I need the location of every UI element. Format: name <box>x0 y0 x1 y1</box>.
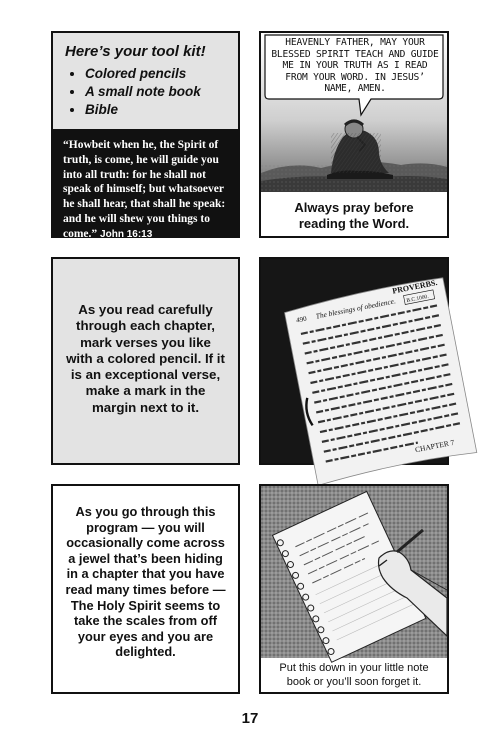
jewel-panel <box>51 484 240 694</box>
notebook-panel <box>259 484 449 694</box>
page-number: 17 <box>241 710 259 727</box>
reading-instructions-text: As you read carefully through each chapter, mark verses you like with a colored pencil. If it is an exceptional verse, make a mark in the margin next to it. <box>66 302 225 415</box>
prayer-panel <box>259 31 449 238</box>
bible-page-panel <box>259 257 456 465</box>
page-header-title: The blessings of obedience. <box>314 296 397 321</box>
notebook-caption: Put this down in your little note book or you’ll soon forget it. <box>279 662 429 688</box>
toolkit-item: • Colored pencils <box>85 65 228 83</box>
jewel-text: As you go through this program — you will occasionally come across a jewel that’s been hiding in a chapter that you have read many times before — The Holy Spirit seems to take the scales from off your eyes and you are delighted. <box>65 504 226 660</box>
verse-text: “Howbeit when he, the Spirit of truth, is come, he will guide you into all truth: for he shall not speak of himself; but whatsoever he shall hear, that shall he speak: and he will shew you things to come.” <box>63 139 226 240</box>
toolkit-title: Here’s your tool kit! <box>65 43 206 60</box>
bible-page-illustration <box>261 259 456 463</box>
year-header: B.C.1000. <box>406 293 430 305</box>
prayer-caption: Always pray before reading the Word. <box>294 200 414 231</box>
book-header: PROVERBS. <box>391 278 439 296</box>
page-number-label: 490 <box>295 314 308 325</box>
toolkit-panel <box>51 31 240 238</box>
toolkit-list <box>65 65 228 119</box>
prayer-balloon-text: HEAVENLY FATHER, MAY YOUR BLESSED SPIRIT TEACH AND GUIDE ME IN YOUR TRUTH AS I READ FROM YOUR WORD. IN JESUS’ NAME, AMEN. <box>271 37 439 94</box>
toolkit-item: • A small note book <box>85 83 228 101</box>
toolkit-item: • Bible <box>85 101 228 119</box>
chapter-label: CHAPTER 7 <box>414 437 456 455</box>
reading-instructions-panel <box>51 257 240 465</box>
toolkit-box <box>53 33 238 133</box>
verse-reference: John 16:13 <box>100 228 153 240</box>
scripture-quote <box>53 129 238 240</box>
